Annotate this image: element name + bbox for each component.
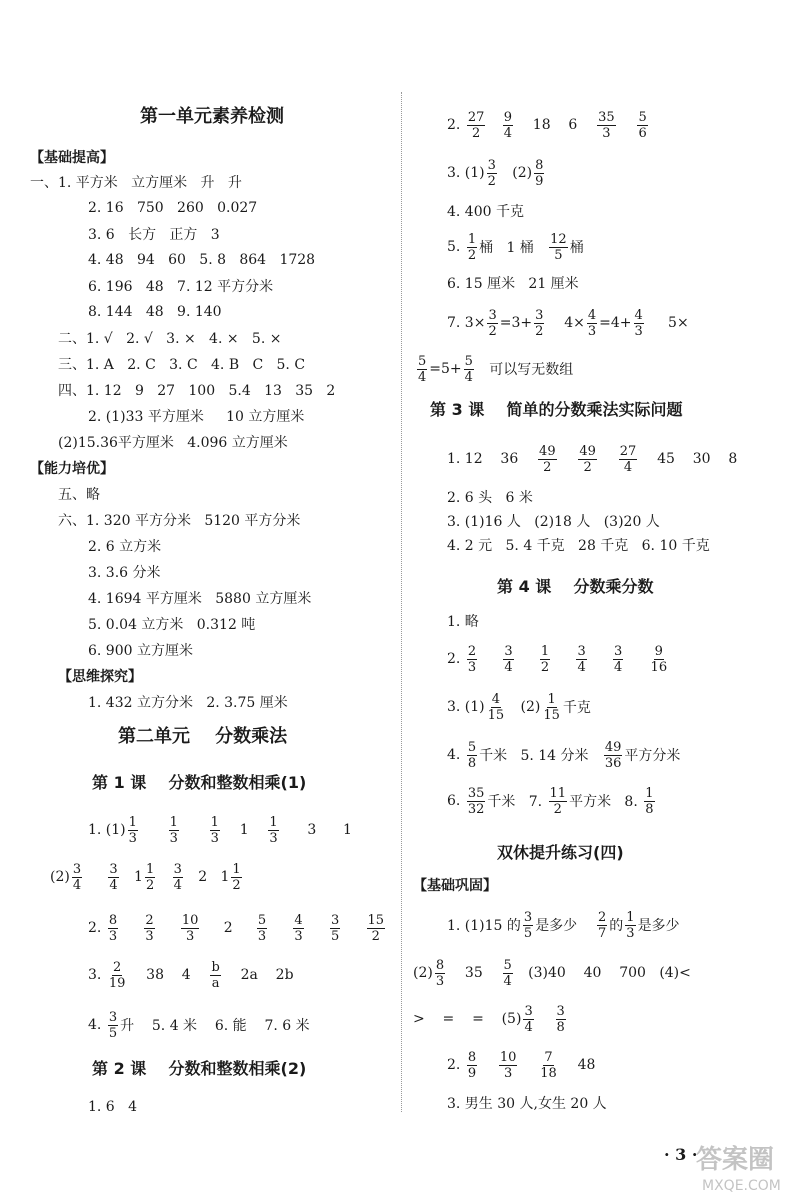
fraction: $\frac{1}{2}$ xyxy=(540,643,550,675)
answer-text: 平方分米 xyxy=(624,748,681,764)
answer-text xyxy=(269,920,291,936)
answer-line xyxy=(413,958,691,988)
answer-line: 三、1. A 2. C 3. C 4. B C 5. C xyxy=(58,357,306,373)
fraction: $\frac{1}{3}$ xyxy=(626,909,635,941)
answer-text: 5× xyxy=(645,315,689,331)
fraction: $\frac{11}{2}$ xyxy=(549,785,567,817)
fraction: $\frac{4}{3}$ xyxy=(294,912,303,944)
answer-line xyxy=(447,232,584,262)
fraction: $\frac{5}{3}$ xyxy=(257,912,267,944)
answer-line xyxy=(447,110,650,140)
section-tag: 【思维探究】 xyxy=(58,669,142,685)
answer-text xyxy=(519,1057,537,1073)
fraction: $\frac{3}{4}$ xyxy=(109,861,118,893)
answer-text: 桶 1 桶 xyxy=(479,240,548,256)
answer-text xyxy=(140,822,167,838)
answer-line: 6. 196 48 7. 12 平方分米 xyxy=(88,279,274,295)
answer-text: 2 1 xyxy=(184,869,230,885)
answer-text: =4+ xyxy=(599,315,632,331)
fraction: $\frac{9}{16}$ xyxy=(650,643,668,675)
answer-line: 6. 900 立方厘米 xyxy=(88,643,193,659)
answer-line xyxy=(447,910,680,940)
answer-line: 3. (1)16 人 (2)18 人 (3)20 人 xyxy=(447,514,660,530)
answer-text xyxy=(552,651,574,667)
answer-text: 1 xyxy=(120,869,143,885)
answer-text: (3)40 40 700 (4)< xyxy=(514,965,691,981)
answer-text: 千克 xyxy=(562,700,591,716)
answer-line xyxy=(447,158,546,188)
answer-line: 4. 2 元 5. 4 千克 28 千克 6. 10 千克 xyxy=(447,538,710,554)
section-tag: 【能力培优】 xyxy=(30,461,114,477)
lesson-heading: 第 1 课 分数和整数相乘(1) xyxy=(92,772,307,792)
answer-text: 3. xyxy=(88,967,106,983)
answer-text xyxy=(536,1011,554,1027)
fraction: $\frac{3}{5}$ xyxy=(108,1009,118,1041)
answer-text: > = = (5) xyxy=(413,1011,522,1027)
fraction: $\frac{49}{36}$ xyxy=(604,739,622,771)
answer-text: 18 6 xyxy=(515,117,596,133)
answer-text: 3. (1) xyxy=(447,165,485,181)
fraction: $\frac{5}{6}$ xyxy=(638,109,647,141)
lesson-heading: 第 2 课 分数和整数相乘(2) xyxy=(92,1058,307,1078)
answer-line xyxy=(50,862,244,892)
fraction: $\frac{3}{4}$ xyxy=(173,861,182,893)
column-divider xyxy=(401,92,402,1112)
answer-text: 是多少 xyxy=(535,918,595,934)
answer-text xyxy=(181,822,208,838)
fraction: $\frac{1}{3}$ xyxy=(210,814,219,846)
answer-text: 1. 12 36 xyxy=(447,451,537,467)
answer-text: 1 xyxy=(221,822,267,838)
fraction: $\frac{1}{3}$ xyxy=(128,814,137,846)
answer-text xyxy=(157,920,179,936)
fraction: $\frac{3}{8}$ xyxy=(556,1003,565,1035)
answer-text xyxy=(599,451,617,467)
answer-line: 一、1. 平方米 立方厘米 升 升 xyxy=(30,175,242,191)
answer-line xyxy=(447,740,680,770)
answer-text: 平方米 8. xyxy=(569,794,643,810)
answer-text: 升 5. 4 米 6. 能 7. 6 米 xyxy=(120,1018,310,1034)
fraction: $\frac{7}{18}$ xyxy=(540,1049,557,1081)
answer-text: 可以写无数组 xyxy=(475,362,574,378)
fraction: $\frac{1}{2}$ xyxy=(467,231,477,263)
fraction: $\frac{5}{4}$ xyxy=(464,353,473,385)
fraction: $\frac{35}{3}$ xyxy=(598,109,615,141)
answer-line: 4. 400 千克 xyxy=(447,204,524,220)
answer-text xyxy=(618,117,636,133)
unit-heading: 第一单元素养检测 xyxy=(140,106,284,127)
lesson-heading: 双休提升练习(四) xyxy=(497,842,624,862)
answer-text: 5. xyxy=(447,239,465,255)
answer-line: 3. 3.6 分米 xyxy=(88,565,161,581)
answer-line: 1. 432 立方分米 2. 3.75 厘米 xyxy=(88,695,288,711)
fraction: $\frac{1}{8}$ xyxy=(645,785,654,817)
answer-text xyxy=(120,920,142,936)
answer-line: 2. (1)33 平方厘米 10 立方厘米 xyxy=(88,409,305,425)
answer-text: 45 30 8 xyxy=(639,451,738,467)
answer-text: (2) xyxy=(413,965,433,981)
answer-line: 8. 144 48 9. 140 xyxy=(88,304,222,320)
fraction: $\frac{9}{4}$ xyxy=(503,109,512,141)
answer-line: 3. 男生 30 人,女生 20 人 xyxy=(447,1096,607,1112)
answer-line xyxy=(447,644,670,674)
fraction: $\frac{3}{4}$ xyxy=(504,643,513,675)
fraction: $\frac{3}{4}$ xyxy=(72,861,82,893)
fraction: $\frac{b}{a}$ xyxy=(211,959,220,991)
fraction: $\frac{3}{2}$ xyxy=(487,157,496,189)
fraction: $\frac{27}{2}$ xyxy=(467,109,485,141)
fraction: $\frac{5}{4}$ xyxy=(418,353,427,385)
answer-line: 1. 略 xyxy=(447,614,479,630)
unit-heading: 第二单元 分数乘法 xyxy=(118,726,288,747)
fraction: $\frac{1}{2}$ xyxy=(232,861,241,893)
fraction: $\frac{2}{7}$ xyxy=(598,909,607,941)
fraction: $\frac{4}{3}$ xyxy=(634,307,643,339)
answer-text xyxy=(479,1057,497,1073)
fraction: $\frac{35}{32}$ xyxy=(467,785,485,817)
answer-text: 千米 5. 14 分米 xyxy=(479,748,602,764)
answer-text xyxy=(589,651,611,667)
answer-line xyxy=(447,308,689,338)
answer-text: 2 xyxy=(201,920,255,936)
answer-line: 3. 6 长方 正方 3 xyxy=(88,227,220,243)
answer-text: 4. xyxy=(447,747,465,763)
answer-line xyxy=(88,815,352,845)
answer-text: 2a 2b xyxy=(222,967,294,983)
fraction: $\frac{27}{4}$ xyxy=(619,443,637,475)
fraction: $\frac{49}{2}$ xyxy=(539,443,556,475)
answer-line xyxy=(447,1050,595,1080)
fraction: $\frac{8}{3}$ xyxy=(435,957,445,989)
answer-text xyxy=(559,451,577,467)
fraction: $\frac{3}{5}$ xyxy=(523,909,533,941)
answer-line: 4. 48 94 60 5. 8 864 1728 xyxy=(88,252,316,268)
answer-text: 3 1 xyxy=(280,822,352,838)
answer-text xyxy=(625,651,647,667)
answer-text: 的 xyxy=(609,918,624,934)
answer-text xyxy=(487,117,500,133)
fraction: $\frac{1}{3}$ xyxy=(269,814,278,846)
answer-text: 2. xyxy=(447,1057,465,1073)
answer-text: =3+ xyxy=(499,315,533,331)
section-tag: 【基础巩固】 xyxy=(413,878,497,894)
fraction: $\frac{4}{15}$ xyxy=(487,691,505,723)
answer-text xyxy=(479,651,501,667)
fraction: $\frac{15}{2}$ xyxy=(367,912,385,944)
answer-text: 千米 7. xyxy=(487,794,547,810)
section-tag: 【基础提高】 xyxy=(30,150,114,166)
fraction: $\frac{3}{4}$ xyxy=(524,1003,533,1035)
answer-line xyxy=(88,960,294,990)
fraction: $\frac{2}{19}$ xyxy=(108,959,126,991)
answer-line xyxy=(413,1004,568,1034)
answer-line: 1. 6 4 xyxy=(88,1099,137,1115)
fraction: $\frac{4}{3}$ xyxy=(587,307,597,339)
fraction: $\frac{49}{2}$ xyxy=(579,443,596,475)
fraction: $\frac{1}{15}$ xyxy=(543,691,560,723)
answer-line: 4. 1694 平方厘米 5880 立方厘米 xyxy=(88,591,312,607)
page-number: · 3 · xyxy=(664,1145,698,1164)
fraction: $\frac{8}{3}$ xyxy=(108,912,118,944)
answer-line: 6. 15 厘米 21 厘米 xyxy=(447,276,579,292)
answer-text: 48 xyxy=(559,1057,596,1073)
lesson-heading: 第 3 课 简单的分数乘法实际问题 xyxy=(430,399,683,419)
answer-line: 5. 0.04 立方米 0.312 吨 xyxy=(88,617,256,633)
answer-text: 2. xyxy=(447,651,465,667)
answer-text xyxy=(306,920,328,936)
fraction: $\frac{1}{3}$ xyxy=(169,814,178,846)
fraction: $\frac{12}{5}$ xyxy=(550,231,567,263)
fraction: $\frac{2}{3}$ xyxy=(467,643,477,675)
answer-text xyxy=(516,651,538,667)
fraction: $\frac{3}{4}$ xyxy=(614,643,623,675)
answer-text xyxy=(342,920,364,936)
fraction: $\frac{5}{8}$ xyxy=(467,739,477,771)
answer-text: 7. 3× xyxy=(447,315,486,331)
answer-line xyxy=(447,444,737,474)
answer-line: 六、1. 320 平方分米 5120 平方分米 xyxy=(58,513,301,529)
fraction: $\frac{10}{3}$ xyxy=(499,1049,517,1081)
answer-text: (2) xyxy=(498,165,533,181)
answer-text xyxy=(157,869,170,885)
answer-text: 38 4 xyxy=(128,967,209,983)
fraction: $\frac{3}{2}$ xyxy=(488,307,497,339)
answer-text: (2) xyxy=(50,869,70,885)
svg-text:MXQE.COM: MXQE.COM xyxy=(702,1178,781,1194)
answer-line: 四、1. 12 9 27 100 5.4 13 35 2 xyxy=(58,383,336,399)
answer-text: =5+ xyxy=(429,361,462,377)
lesson-heading: 第 4 课 分数乘分数 xyxy=(497,576,654,596)
answer-text: 4× xyxy=(546,315,585,331)
answer-text xyxy=(84,869,106,885)
watermark-logo xyxy=(690,1138,806,1194)
answer-line: 2. 16 750 260 0.027 xyxy=(88,200,258,216)
svg-text:答案圈: 答案圈 xyxy=(696,1145,775,1175)
fraction: $\frac{1}{2}$ xyxy=(145,861,155,893)
answer-line: 2. 6 立方米 xyxy=(88,539,162,555)
answer-text: 6. xyxy=(447,793,465,809)
fraction: $\frac{10}{3}$ xyxy=(181,912,199,944)
answer-text: 2. xyxy=(88,920,106,936)
answer-line xyxy=(447,786,657,816)
answer-line xyxy=(88,1010,310,1040)
answer-line: 五、略 xyxy=(58,487,100,503)
fraction: $\frac{5}{4}$ xyxy=(503,957,512,989)
fraction: $\frac{3}{2}$ xyxy=(535,307,544,339)
answer-text: 1. (1) xyxy=(88,822,126,838)
answer-text: 1. (1)15 的 xyxy=(447,918,521,934)
answer-text: 是多少 xyxy=(637,918,680,934)
fraction: $\frac{3}{5}$ xyxy=(330,912,340,944)
answer-line: 2. 6 头 6 米 xyxy=(447,490,533,506)
fraction: $\frac{3}{4}$ xyxy=(577,643,586,675)
answer-line xyxy=(447,692,591,722)
answer-text: 3. (1) xyxy=(447,699,485,715)
answer-text: 2. xyxy=(447,117,465,133)
answer-line xyxy=(88,913,387,943)
fraction: $\frac{2}{3}$ xyxy=(145,912,154,944)
fraction: $\frac{8}{9}$ xyxy=(535,157,544,189)
answer-text: (2) xyxy=(507,699,541,715)
answer-text: 4. xyxy=(88,1017,106,1033)
answer-line xyxy=(415,354,573,384)
answer-text: 35 xyxy=(447,965,501,981)
answer-line: 二、1. √ 2. √ 3. × 4. × 5. × xyxy=(58,331,282,347)
fraction: $\frac{8}{9}$ xyxy=(467,1049,477,1081)
answer-text: 桶 xyxy=(569,240,584,256)
answer-line: (2)15.36平方厘米 4.096 立方厘米 xyxy=(58,435,288,451)
